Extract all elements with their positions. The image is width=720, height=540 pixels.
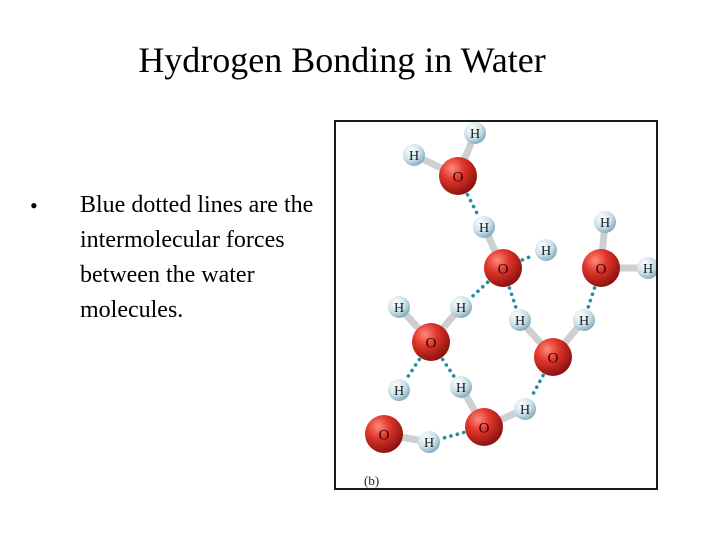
oxygen-atom [534, 338, 572, 376]
hydrogen-atom [509, 309, 531, 331]
svg-text:H: H [514, 314, 526, 329]
oxygen-atom [582, 249, 620, 287]
oxygen-atom [412, 323, 450, 361]
covalent-bonds [384, 133, 648, 442]
hydrogen-atom [450, 296, 472, 318]
bullet-marker: • [30, 193, 38, 218]
hydrogen-bond [468, 195, 479, 216]
svg-text:H: H [519, 403, 531, 418]
svg-text:H: H [393, 384, 405, 399]
oxygen-atom [439, 157, 477, 195]
svg-text:O: O [452, 169, 464, 186]
hydrogen-bond [442, 433, 464, 439]
hydrogen-atom [514, 398, 536, 420]
svg-text:H: H [478, 221, 490, 236]
hydrogen-bond-diagram [336, 122, 656, 488]
hydrogen-atom [573, 309, 595, 331]
hydrogen-atom [418, 431, 440, 453]
hydrogen-atom [450, 376, 472, 398]
hydrogen-bond [406, 359, 419, 379]
svg-text:O: O [378, 427, 390, 444]
hydrogen-bond [510, 288, 516, 308]
svg-text:O: O [547, 350, 559, 367]
svg-text:H: H [578, 314, 590, 329]
hydrogen-bond [522, 255, 534, 260]
svg-text:O: O [478, 420, 490, 437]
svg-text:H: H [393, 301, 405, 316]
water-molecule-figure [334, 120, 658, 490]
svg-text:H: H [455, 301, 467, 316]
hydrogen-atom [535, 239, 557, 261]
figure-caption: (b) [364, 473, 380, 488]
hydrogen-bond [531, 375, 543, 397]
hydrogen-atom [403, 144, 425, 166]
bullet-text: Blue dotted lines are the intermolecular forces between the water molecules. [80, 192, 314, 323]
slide-title: Hydrogen Bonding in Water [138, 40, 546, 80]
svg-text:H: H [540, 244, 552, 259]
svg-text:H: H [455, 381, 467, 396]
svg-text:H: H [642, 262, 654, 277]
hydrogen-bonds [406, 195, 594, 439]
hydrogen-atom [637, 257, 656, 279]
svg-text:O: O [425, 335, 437, 352]
oxygen-atom [484, 249, 522, 287]
svg-text:H: H [469, 127, 481, 142]
hydrogen-atom [388, 296, 410, 318]
hydrogen-bond [443, 359, 454, 376]
hydrogen-bond [471, 282, 488, 298]
svg-text:H: H [408, 149, 420, 164]
oxygen-atom [365, 415, 403, 453]
svg-text:H: H [599, 216, 611, 231]
svg-text:O: O [497, 261, 509, 278]
svg-text:H: H [423, 436, 435, 451]
hydrogen-atom [464, 122, 486, 144]
hydrogen-atom [388, 379, 410, 401]
hydrogen-atom [594, 211, 616, 233]
svg-text:O: O [595, 261, 607, 278]
hydrogen-bond [588, 288, 594, 308]
hydrogen-atom [473, 216, 495, 238]
oxygen-atom [465, 408, 503, 446]
